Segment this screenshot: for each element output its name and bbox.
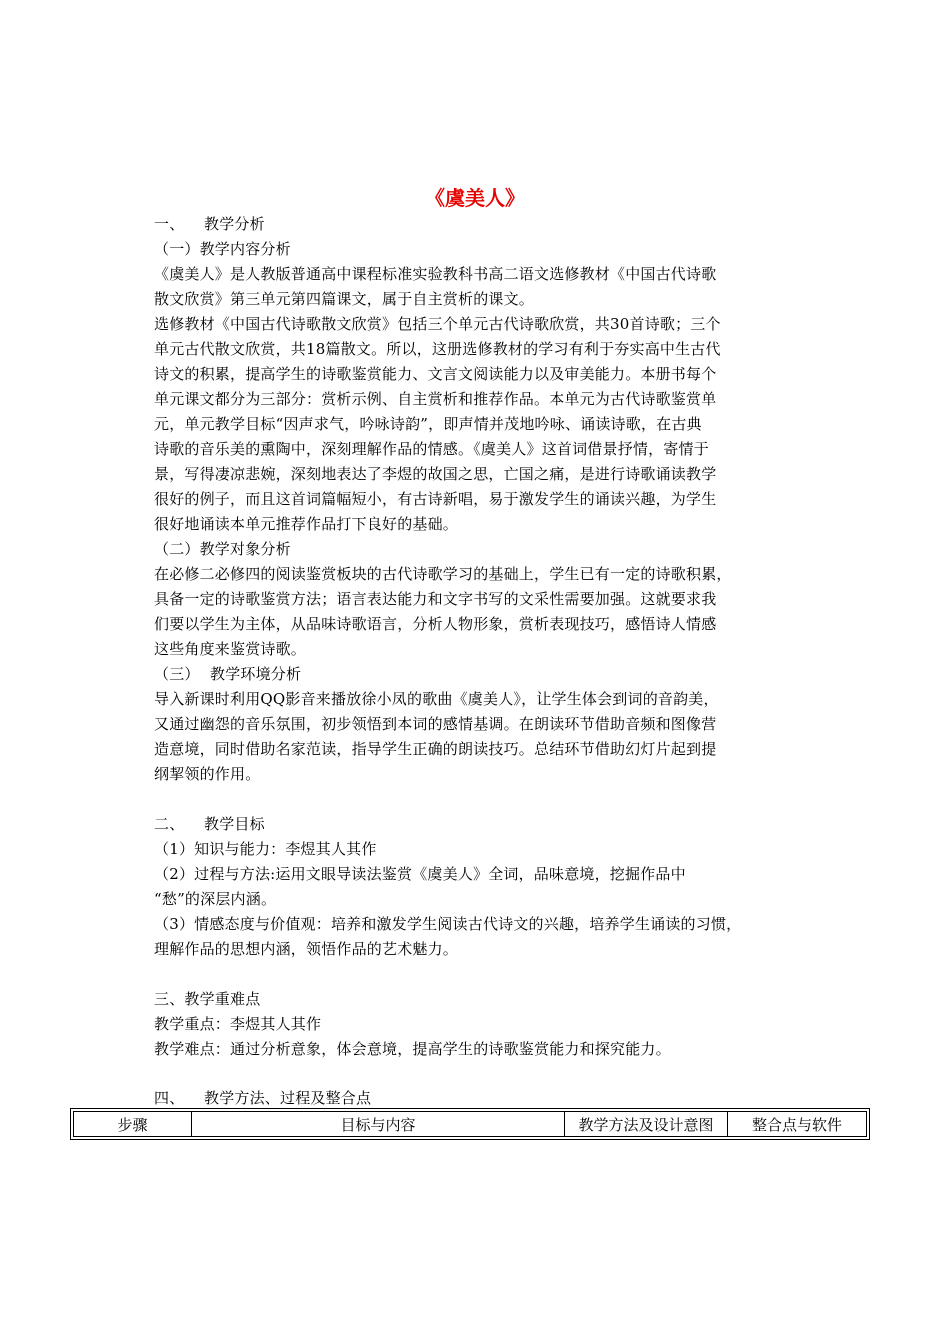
subsection-1-heading: （一）教学内容分析: [154, 240, 291, 258]
table-header-cell: 目标与内容: [192, 1112, 565, 1137]
text-line: 导入新课时利用QQ影音来播放徐小凤的歌曲《虞美人》，让学生体会到词的音韵美，: [154, 690, 719, 708]
text-line: 景，写得凄凉悲婉，深刻地表达了李煜的故国之思，亡国之痛，是进行诗歌诵读教学: [154, 465, 717, 483]
text-line: 元，单元教学目标“因声求气，吟咏诗韵”，即声情并茂地吟咏、诵读诗歌，在古典: [154, 415, 702, 433]
text-line: 具备一定的诗歌鉴赏方法；语言表达能力和文字书写的文采性需要加强。这就要求我: [154, 590, 717, 608]
goal-process: [154, 862, 794, 912]
text-line: 诗文的积累，提高学生的诗歌鉴赏能力、文言文阅读能力以及审美能力。本册书每个: [154, 365, 717, 383]
section-2-heading: [154, 812, 794, 837]
text-line: 单元课文都分为三部分：赏析示例、自主赏析和推荐作品。本单元为古代诗歌鉴赏单: [154, 390, 717, 408]
text-line: 选修教材《中国古代诗歌散文欣赏》包括三个单元古代诗歌欣赏，共30首诗歌；三个: [154, 315, 721, 333]
text-line: 单元古代散文欣赏，共18篇散文。所以，这册选修教材的学习有利于夯实高中生古代: [154, 340, 721, 358]
text-line: 又通过幽怨的音乐氛围，初步领悟到本词的感情基调。在朗读环节借助音频和图像营: [154, 715, 717, 733]
text-line: 们要以学生为主体，从品味诗歌语言，分析人物形象，赏析表现技巧，感悟诗人情感: [154, 615, 717, 633]
subsection-2-heading: （二）教学对象分析: [154, 540, 291, 558]
text-line: 散文欣赏》第三单元第四篇课文，属于自主赏析的课文。: [154, 290, 535, 308]
text-line: 在必修二必修四的阅读鉴赏板块的古代诗歌学习的基础上，学生已有一定的诗歌积累，: [154, 565, 732, 583]
text-line: 诗歌的音乐美的熏陶中，深刻理解作品的情感。《虞美人》这首词借景抒情，寄情于: [154, 440, 709, 458]
text-line: 造意境，同时借助名家范读，指导学生正确的朗读技巧。总结环节借助幻灯片起到提: [154, 740, 717, 758]
table-header-cell: 教学方法及设计意图: [565, 1112, 728, 1137]
key-point: 教学重点：李煜其人其作: [154, 1015, 322, 1033]
text-line: 理解作品的思想内涵，领悟作品的艺术魅力。: [154, 940, 459, 958]
subsection-3-title: 教学环境分析: [210, 665, 302, 683]
table-header-cell: 步骤: [74, 1112, 192, 1137]
subsection-3-heading: [154, 662, 794, 687]
section-3-heading: 三、教学重难点: [154, 990, 261, 1008]
text-line: （2）过程与方法:运用文眼导读法鉴赏《虞美人》全词，品味意境，挖掘作品中: [154, 865, 686, 883]
table-header-cell: 整合点与软件: [728, 1112, 867, 1137]
goal-knowledge: （1）知识与能力：李煜其人其作: [154, 840, 377, 858]
subsection-3-paragraph: [154, 687, 794, 787]
text-line: （3）情感态度与价值观：培养和激发学生阅读古代诗文的兴趣，培养学生诵读的习惯，: [154, 915, 742, 933]
text-line: 这些角度来鉴赏诗歌。: [154, 640, 307, 658]
text-line: 很好地诵读本单元推荐作品打下良好的基础。: [154, 515, 459, 533]
text-line: 很好的例子，而且这首词篇幅短小，有古诗新唱，易于激发学生的诵读兴趣，为学生: [154, 490, 717, 508]
subsection-1-paragraph-1: [154, 262, 794, 312]
difficult-point: 教学难点：通过分析意象，体会意境，提高学生的诗歌鉴赏能力和探究能力。: [154, 1040, 671, 1058]
section-2-number: 二、: [154, 815, 185, 833]
section-4-number: 四、: [154, 1089, 185, 1107]
text-line: 纲挈领的作用。: [154, 765, 261, 783]
section-4-heading: [154, 1086, 794, 1111]
goal-emotion: [154, 912, 794, 962]
text-line: 《虞美人》是人教版普通高中课程标准实验教科书高二语文选修教材《中国古代诗歌: [154, 265, 717, 283]
section-4-title: 教学方法、过程及整合点: [204, 1089, 372, 1107]
section-2-title: 教学目标: [204, 815, 265, 833]
text-line: “愁”的深层内涵。: [154, 890, 277, 908]
teaching-process-table: [73, 1111, 867, 1137]
section-1-title: 教学分析: [204, 215, 265, 233]
subsection-2-paragraph: [154, 562, 794, 662]
subsection-3-number: （三）: [154, 665, 200, 683]
subsection-1-paragraph-2: [154, 312, 794, 537]
table-header-row: [74, 1112, 867, 1137]
section-1-number: 一、: [154, 215, 185, 233]
section-1-heading: [154, 212, 794, 237]
document-title: 《虞美人》: [425, 186, 525, 210]
